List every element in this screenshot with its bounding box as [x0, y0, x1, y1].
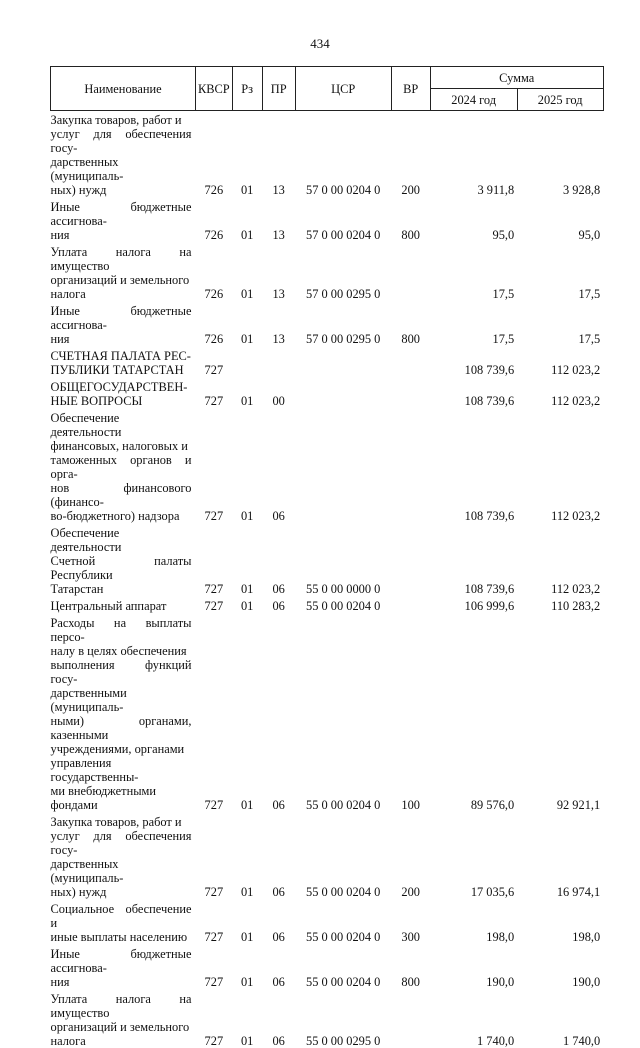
cell-name-line: налу в целях обеспечения [51, 644, 192, 658]
cell-vr [391, 523, 430, 596]
cell-csr: 55 0 00 0204 0 [295, 596, 391, 613]
cell-name-line: дарственными (муниципаль- [51, 686, 192, 714]
cell-name [51, 197, 196, 242]
table-row [51, 989, 604, 1048]
table-row [51, 111, 604, 198]
cell-vr [391, 596, 430, 613]
cell-name [51, 812, 196, 899]
cell-sum-2024: 17 035,6 [430, 812, 517, 899]
cell-name-line: ПУБЛИКИ ТАТАРСТАН [51, 363, 192, 377]
cell-name [51, 346, 196, 377]
cell-name-line: услуг для обеспечения госу- [51, 127, 192, 155]
cell-kvsr: 727 [196, 523, 233, 596]
cell-kvsr: 727 [196, 346, 233, 377]
cell-sum-2025: 16 974,1 [517, 812, 603, 899]
cell-pr [262, 346, 295, 377]
cell-sum-2025: 198,0 [517, 899, 603, 944]
cell-kvsr: 727 [196, 408, 233, 523]
header-name: Наименование [51, 67, 196, 111]
cell-name [51, 944, 196, 989]
cell-rz: 01 [232, 944, 262, 989]
cell-name-line: Иные бюджетные ассигнова- [51, 947, 192, 975]
cell-sum-2025: 92 921,1 [517, 613, 603, 812]
cell-name [51, 301, 196, 346]
cell-rz: 01 [232, 301, 262, 346]
cell-name-line: Иные бюджетные ассигнова- [51, 304, 192, 332]
cell-rz: 01 [232, 613, 262, 812]
cell-rz: 01 [232, 523, 262, 596]
cell-pr: 13 [262, 242, 295, 301]
table-row [51, 301, 604, 346]
budget-table [50, 66, 604, 1048]
cell-sum-2024: 3 911,8 [430, 111, 517, 198]
cell-vr [391, 346, 430, 377]
cell-sum-2024: 108 739,6 [430, 523, 517, 596]
cell-name-line: Социальное обеспечение и [51, 902, 192, 930]
cell-name [51, 989, 196, 1048]
cell-kvsr: 727 [196, 944, 233, 989]
cell-kvsr: 727 [196, 812, 233, 899]
cell-name-line: Центральный аппарат [51, 599, 192, 613]
cell-name-line: Уплата налога на имущество [51, 992, 192, 1020]
cell-name [51, 899, 196, 944]
table-row [51, 944, 604, 989]
cell-name-line: Счетной палаты Республики [51, 554, 192, 582]
header-vr: ВР [391, 67, 430, 111]
cell-name-line: ния [51, 975, 192, 989]
cell-sum-2025: 3 928,8 [517, 111, 603, 198]
cell-name-line: финансовых, налоговых и [51, 439, 192, 453]
cell-sum-2025: 190,0 [517, 944, 603, 989]
cell-name-line: ния [51, 228, 192, 242]
cell-pr: 06 [262, 812, 295, 899]
page-number: 434 [0, 36, 640, 52]
cell-csr: 57 0 00 0204 0 [295, 197, 391, 242]
header-rz: Рз [232, 67, 262, 111]
cell-name-line: во-бюджетного) надзора [51, 509, 192, 523]
cell-sum-2024: 95,0 [430, 197, 517, 242]
cell-name-line: Иные бюджетные ассигнова- [51, 200, 192, 228]
cell-vr: 800 [391, 197, 430, 242]
cell-rz: 01 [232, 989, 262, 1048]
cell-csr: 55 0 00 0204 0 [295, 613, 391, 812]
cell-sum-2025: 17,5 [517, 242, 603, 301]
cell-sum-2024: 17,5 [430, 301, 517, 346]
cell-name [51, 408, 196, 523]
cell-csr: 55 0 00 0204 0 [295, 812, 391, 899]
table-body [51, 111, 604, 1048]
cell-pr: 13 [262, 197, 295, 242]
cell-name-line: ными) органами, казенными [51, 714, 192, 742]
cell-csr [295, 346, 391, 377]
cell-vr [391, 408, 430, 523]
cell-kvsr: 726 [196, 301, 233, 346]
cell-rz: 01 [232, 812, 262, 899]
cell-name-line: налога [51, 287, 192, 301]
cell-sum-2024: 106 999,6 [430, 596, 517, 613]
table-row [51, 408, 604, 523]
cell-name-line: иные выплаты населению [51, 930, 192, 944]
cell-vr: 200 [391, 111, 430, 198]
cell-kvsr: 727 [196, 613, 233, 812]
header-year-2024: 2024 год [430, 89, 517, 111]
cell-sum-2025: 112 023,2 [517, 346, 603, 377]
table-row [51, 812, 604, 899]
cell-name-line: НЫЕ ВОПРОСЫ [51, 394, 192, 408]
table-header [51, 67, 604, 111]
cell-rz [232, 346, 262, 377]
cell-name-line: Расходы на выплаты персо- [51, 616, 192, 644]
cell-pr: 13 [262, 301, 295, 346]
cell-sum-2024: 198,0 [430, 899, 517, 944]
cell-pr: 06 [262, 944, 295, 989]
cell-csr: 57 0 00 0204 0 [295, 111, 391, 198]
cell-sum-2025: 112 023,2 [517, 408, 603, 523]
table-row [51, 613, 604, 812]
cell-pr: 13 [262, 111, 295, 198]
cell-name-line: услуг для обеспечения госу- [51, 829, 192, 857]
cell-vr: 100 [391, 613, 430, 812]
cell-rz: 01 [232, 197, 262, 242]
cell-name-line: ных) нужд [51, 183, 192, 197]
cell-name-line: Татарстан [51, 582, 192, 596]
cell-sum-2025: 110 283,2 [517, 596, 603, 613]
cell-name [51, 613, 196, 812]
table-row [51, 197, 604, 242]
cell-name-line: Уплата налога на имущество [51, 245, 192, 273]
cell-name-line: Закупка товаров, работ и [51, 815, 192, 829]
cell-name-line: Обеспечение деятельности [51, 411, 192, 439]
cell-name [51, 242, 196, 301]
cell-pr: 00 [262, 377, 295, 408]
table-row [51, 899, 604, 944]
cell-csr: 55 0 00 0204 0 [295, 944, 391, 989]
cell-name-line: дарственных (муниципаль- [51, 857, 192, 885]
cell-sum-2024: 108 739,6 [430, 408, 517, 523]
cell-name-line: ОБЩЕГОСУДАРСТВЕН- [51, 380, 192, 394]
cell-name-line: таможенных органов и орга- [51, 453, 192, 481]
cell-kvsr: 726 [196, 197, 233, 242]
cell-vr: 800 [391, 944, 430, 989]
cell-name-line: нов финансового (финансо- [51, 481, 192, 509]
cell-name [51, 111, 196, 198]
cell-vr: 800 [391, 301, 430, 346]
cell-sum-2024: 190,0 [430, 944, 517, 989]
cell-rz: 01 [232, 377, 262, 408]
cell-sum-2024: 1 740,0 [430, 989, 517, 1048]
header-csr: ЦСР [295, 67, 391, 111]
cell-name-line: Обеспечение деятельности [51, 526, 192, 554]
cell-vr [391, 242, 430, 301]
cell-kvsr: 727 [196, 899, 233, 944]
cell-name [51, 523, 196, 596]
cell-vr: 300 [391, 899, 430, 944]
cell-name-line: налога [51, 1034, 192, 1048]
cell-pr: 06 [262, 408, 295, 523]
cell-rz: 01 [232, 899, 262, 944]
cell-name-line: дарственных (муниципаль- [51, 155, 192, 183]
cell-kvsr: 726 [196, 242, 233, 301]
table-row [51, 596, 604, 613]
cell-kvsr: 727 [196, 596, 233, 613]
table-row [51, 242, 604, 301]
cell-sum-2024: 108 739,6 [430, 377, 517, 408]
cell-name-line: организаций и земельного [51, 273, 192, 287]
cell-sum-2024: 108 739,6 [430, 346, 517, 377]
table-row [51, 346, 604, 377]
header-sum: Сумма [430, 67, 603, 89]
cell-sum-2025: 112 023,2 [517, 523, 603, 596]
cell-vr [391, 377, 430, 408]
cell-csr: 55 0 00 0000 0 [295, 523, 391, 596]
cell-vr [391, 989, 430, 1048]
cell-pr: 06 [262, 613, 295, 812]
cell-sum-2025: 112 023,2 [517, 377, 603, 408]
cell-name [51, 377, 196, 408]
cell-rz: 01 [232, 408, 262, 523]
header-pr: ПР [262, 67, 295, 111]
cell-sum-2025: 95,0 [517, 197, 603, 242]
cell-name-line: Закупка товаров, работ и [51, 113, 192, 127]
cell-name-line: ми внебюджетными фондами [51, 784, 192, 812]
table-row [51, 377, 604, 408]
cell-name-line: учреждениями, органами [51, 742, 192, 756]
cell-csr: 57 0 00 0295 0 [295, 301, 391, 346]
cell-kvsr: 726 [196, 111, 233, 198]
cell-kvsr: 727 [196, 989, 233, 1048]
cell-pr: 06 [262, 523, 295, 596]
cell-csr: 57 0 00 0295 0 [295, 242, 391, 301]
cell-sum-2025: 17,5 [517, 301, 603, 346]
cell-vr: 200 [391, 812, 430, 899]
cell-csr [295, 377, 391, 408]
cell-pr: 06 [262, 596, 295, 613]
cell-csr: 55 0 00 0204 0 [295, 899, 391, 944]
cell-name-line: ния [51, 332, 192, 346]
cell-name-line: выполнения функций госу- [51, 658, 192, 686]
cell-sum-2024: 89 576,0 [430, 613, 517, 812]
cell-rz: 01 [232, 111, 262, 198]
cell-pr: 06 [262, 899, 295, 944]
table-row [51, 523, 604, 596]
cell-name-line: ных) нужд [51, 885, 192, 899]
cell-sum-2025: 1 740,0 [517, 989, 603, 1048]
cell-rz: 01 [232, 242, 262, 301]
cell-name [51, 596, 196, 613]
cell-kvsr: 727 [196, 377, 233, 408]
cell-pr: 06 [262, 989, 295, 1048]
cell-rz: 01 [232, 596, 262, 613]
cell-name-line: управления государственны- [51, 756, 192, 784]
header-kvsr: КВСР [196, 67, 233, 111]
header-year-2025: 2025 год [517, 89, 603, 111]
cell-csr [295, 408, 391, 523]
cell-name-line: организаций и земельного [51, 1020, 192, 1034]
cell-sum-2024: 17,5 [430, 242, 517, 301]
cell-csr: 55 0 00 0295 0 [295, 989, 391, 1048]
cell-name-line: СЧЕТНАЯ ПАЛАТА РЕС- [51, 349, 192, 363]
